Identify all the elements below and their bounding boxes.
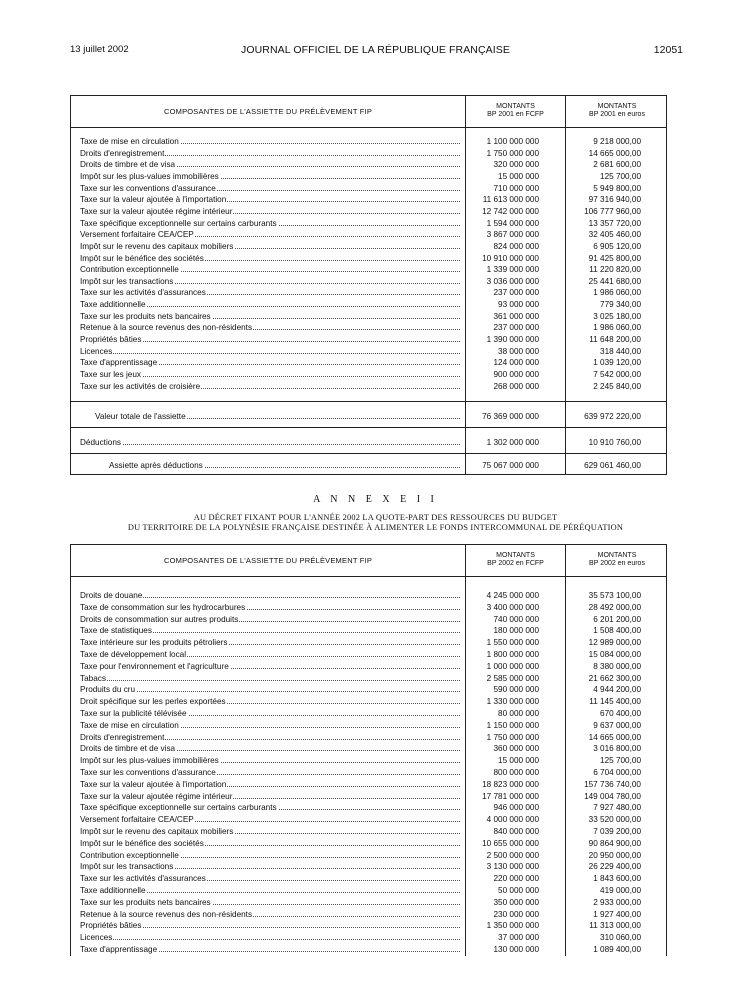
deductions-euros: 10 910 760,00	[588, 438, 641, 447]
row-amount-fcfp: 840 000 000	[493, 827, 539, 836]
table-row	[71, 206, 666, 218]
table-row	[71, 276, 666, 288]
row-amount-euros: 6 201 200,00	[593, 614, 641, 624]
row-label: Taxe sur la valeur ajoutée régime intérieur	[80, 791, 460, 802]
row-amount-euros: 25 441 680,00	[588, 276, 641, 286]
deductions-fcfp: 1 302 000 000	[486, 438, 539, 447]
row-label: Taxe de mise en circulation	[80, 136, 460, 147]
row-label: Impôt sur les transactions	[80, 276, 460, 287]
row-label: Taxe de consommation sur les hydrocarbures	[80, 602, 460, 613]
column-header-fcfp	[466, 552, 565, 568]
row-label: Taxe spécifique exceptionnelle sur certains carburants	[80, 218, 460, 229]
row-amount-euros: 106 777 960,00	[584, 206, 641, 216]
table-row	[71, 357, 666, 369]
annex-subtitle-line2: DU TERRITOIRE DE LA POLYNÉSIE FRANÇAISE DESTINÉE À ALIMENTER LE FONDS INTERCOMMUNAL DE PÉRÉQUATION	[127, 523, 624, 532]
row-amount-euros: 11 648 200,00	[589, 335, 641, 345]
table-row	[71, 779, 666, 791]
row-separator	[71, 401, 666, 402]
table-row	[71, 673, 666, 685]
row-label: Propriétés bâties	[80, 334, 460, 345]
total-row	[71, 411, 666, 423]
table-row	[71, 299, 666, 311]
row-separator	[71, 427, 666, 428]
row-label: Propriétés bâties	[80, 920, 460, 931]
row-label: Droits d'enregistrement	[80, 732, 460, 743]
row-label: Droit spécifique sur les perles exportées	[80, 696, 460, 707]
row-amount-fcfp: 4 000 000 000	[486, 815, 539, 825]
row-amount-fcfp: 10 655 000 000	[482, 838, 539, 848]
row-label: Versement forfaitaire CEA/CEP	[80, 229, 460, 240]
row-amount-euros: 1 089 400,00	[593, 945, 641, 954]
table-row	[71, 241, 666, 253]
row-label: Taxe de mise en circulation	[80, 720, 460, 731]
table-row	[71, 136, 666, 148]
row-amount-fcfp: 3 036 000 000	[486, 276, 539, 286]
row-label: Taxe sur les activités d'assurances	[80, 287, 460, 298]
table-header	[71, 545, 666, 577]
table-row	[71, 287, 666, 299]
table-row	[71, 183, 666, 195]
table-row	[71, 755, 666, 767]
row-label: Droits de timbre et de visa	[80, 159, 460, 170]
row-amount-fcfp: 824 000 000	[493, 241, 539, 251]
row-label: Taxe de développement local	[80, 649, 460, 660]
table-header	[71, 96, 666, 128]
row-amount-fcfp: 15 000 000	[498, 171, 539, 181]
row-amount-euros: 1 508 400,00	[593, 626, 641, 636]
page-header	[0, 44, 751, 58]
table-row	[71, 229, 666, 241]
row-amount-euros: 6 905 120,00	[593, 241, 641, 251]
row-amount-fcfp: 93 000 000	[498, 300, 539, 310]
row-amount-fcfp: 1 350 000 000	[486, 921, 539, 931]
annex-subtitle-line1: AU DÉCRET FIXANT POUR L'ANNÉE 2002 LA QUOTE-PART DES RESSOURCES DU BUDGET	[193, 513, 558, 522]
table-row	[71, 909, 666, 921]
column-header-euros-line1: MONTANTS	[597, 552, 637, 559]
table-row	[71, 590, 666, 602]
row-label: Taxe d'apprentissage	[80, 357, 460, 368]
row-label: Taxe additionnelle	[80, 299, 460, 310]
table-row	[71, 732, 666, 744]
row-label: Impôt sur le revenu des capitaux mobiliers	[80, 241, 460, 252]
publication-date: 13 juillet 2002	[70, 44, 129, 55]
row-amount-fcfp: 350 000 000	[493, 897, 539, 907]
row-amount-fcfp: 1 100 000 000	[486, 137, 539, 146]
table-row	[71, 850, 666, 862]
row-amount-fcfp: 3 130 000 000	[486, 862, 539, 872]
row-label: Licences	[80, 346, 460, 357]
row-amount-euros: 419 000,00	[600, 886, 641, 895]
row-label: Impôt sur les plus-values immobilières	[80, 171, 460, 182]
table-row	[71, 159, 666, 171]
row-amount-euros: 7 542 000,00	[593, 370, 641, 379]
table-row	[71, 873, 666, 885]
row-label: Taxe sur les activités d'assurances	[80, 873, 460, 884]
deductions-row	[71, 437, 666, 449]
row-label: Impôt sur les plus-values immobilières	[80, 755, 460, 766]
table-row	[71, 614, 666, 626]
column-header-label: COMPOSANTES DE L'ASSIETTE DU PRÉLÈVEMENT FIP	[163, 556, 373, 565]
row-amount-euros: 11 145 400,00	[589, 697, 641, 707]
row-amount-fcfp: 220 000 000	[493, 874, 539, 884]
row-amount-euros: 91 425 800,00	[588, 253, 641, 263]
table-row	[71, 369, 666, 381]
table-row	[71, 708, 666, 720]
row-amount-fcfp: 4 245 000 000	[486, 591, 539, 600]
row-label: Retenue à la source revenus des non-résidents	[80, 322, 460, 333]
net-euros: 629 061 460,00	[584, 461, 641, 470]
row-amount-fcfp: 2 585 000 000	[486, 673, 539, 683]
row-amount-euros: 26 229 400,00	[588, 862, 641, 872]
row-amount-euros: 13 357 720,00	[588, 218, 641, 228]
row-amount-euros: 11 220 820,00	[589, 265, 641, 275]
table-row	[71, 649, 666, 661]
table-row	[71, 637, 666, 649]
row-label: Tabacs	[80, 673, 460, 684]
row-label: Taxe pour l'environnement et l'agriculture	[80, 661, 460, 672]
row-amount-fcfp: 18 823 000 000	[482, 779, 539, 789]
column-header-euros-line2: BP 2002 en euros	[589, 560, 645, 567]
row-amount-fcfp: 80 000 000	[498, 709, 539, 718]
table-row	[71, 602, 666, 614]
row-amount-euros: 90 864 900,00	[588, 838, 641, 848]
row-amount-fcfp: 230 000 000	[493, 909, 539, 919]
row-amount-fcfp: 1 150 000 000	[486, 720, 539, 730]
row-amount-fcfp: 360 000 000	[493, 744, 539, 754]
row-amount-fcfp: 1 800 000 000	[486, 650, 539, 659]
row-amount-fcfp: 3 867 000 000	[486, 230, 539, 240]
row-amount-euros: 125 700,00	[600, 171, 641, 181]
row-label: Taxe sur les conventions d'assurance	[80, 183, 460, 194]
row-amount-euros: 1 843 600,00	[593, 874, 641, 884]
column-header-euros	[566, 552, 668, 568]
row-amount-fcfp: 268 000 000	[493, 381, 539, 391]
row-amount-euros: 149 004 780,00	[584, 791, 641, 801]
table-row	[71, 334, 666, 346]
row-label: Taxe sur les jeux	[80, 369, 460, 380]
column-header-fcfp-line2: BP 2002 en FCFP	[487, 560, 544, 567]
row-amount-euros: 1 039 120,00	[593, 358, 641, 368]
row-amount-euros: 2 681 600,00	[593, 160, 641, 170]
table-row	[71, 897, 666, 909]
row-amount-fcfp: 124 000 000	[493, 358, 539, 368]
row-amount-fcfp: 1 750 000 000	[486, 148, 539, 158]
row-label: Taxe sur les produits nets bancaires	[80, 897, 460, 908]
row-amount-euros: 15 084 000,00	[588, 650, 641, 659]
row-label: Taxe sur les produits nets bancaires	[80, 311, 460, 322]
row-label: Taxe sur les activités de croisière	[80, 381, 460, 392]
row-amount-euros: 33 520 000,00	[588, 815, 641, 825]
total-euros: 639 972 220,00	[584, 412, 641, 421]
column-header-fcfp	[466, 103, 565, 119]
row-amount-fcfp: 37 000 000	[498, 933, 539, 943]
row-amount-fcfp: 11 613 000 000	[482, 195, 539, 205]
row-amount-euros: 97 316 940,00	[588, 195, 641, 205]
journal-title: JOURNAL OFFICIEL DE LA RÉPUBLIQUE FRANÇAISE	[241, 44, 510, 56]
row-amount-euros: 3 025 180,00	[593, 311, 641, 321]
row-amount-euros: 4 944 200,00	[593, 685, 641, 695]
annex-title: A N N E X E I I	[313, 494, 438, 505]
table-row	[71, 767, 666, 779]
table-row	[71, 194, 666, 206]
row-label: Licences	[80, 932, 460, 943]
row-amount-euros: 1 927 400,00	[593, 909, 641, 919]
row-amount-euros: 670 400,00	[600, 709, 641, 718]
row-amount-euros: 3 016 800,00	[593, 744, 641, 754]
table-row	[71, 791, 666, 803]
table-row	[71, 264, 666, 276]
table-row	[71, 661, 666, 673]
row-amount-euros: 21 662 300,00	[588, 673, 641, 683]
row-label: Impôt sur les transactions	[80, 861, 460, 872]
row-amount-euros: 9 637 000,00	[593, 720, 641, 730]
column-header-euros-line2: BP 2001 en euros	[589, 111, 645, 118]
table-row	[71, 814, 666, 826]
row-amount-fcfp: 1 594 000 000	[486, 218, 539, 228]
table-row	[71, 253, 666, 265]
row-label: Impôt sur le bénéfice des sociétés	[80, 838, 460, 849]
table-row	[71, 322, 666, 334]
row-amount-fcfp: 740 000 000	[493, 614, 539, 624]
row-label: Retenue à la source revenus des non-résidents	[80, 909, 460, 920]
table-row	[71, 944, 666, 956]
row-label: Impôt sur le bénéfice des sociétés	[80, 253, 460, 264]
net-fcfp: 75 067 000 000	[482, 461, 539, 470]
row-label: Droits d'enregistrement	[80, 148, 460, 159]
row-label: Produits du cru	[80, 684, 460, 695]
table-row	[71, 218, 666, 230]
column-header-label: COMPOSANTES DE L'ASSIETTE DU PRÉLÈVEMENT FIP	[163, 107, 373, 116]
row-label: Impôt sur le revenu des capitaux mobiliers	[80, 826, 460, 837]
table-row	[71, 311, 666, 323]
table-row	[71, 171, 666, 183]
table-row	[71, 885, 666, 897]
row-amount-fcfp: 3 400 000 000	[486, 602, 539, 612]
row-amount-euros: 5 949 800,00	[593, 183, 641, 193]
row-amount-fcfp: 1 550 000 000	[486, 638, 539, 648]
column-header-euros-line1: MONTANTS	[597, 103, 637, 110]
row-label: Taxe sur les conventions d'assurance	[80, 767, 460, 778]
row-amount-fcfp: 800 000 000	[493, 768, 539, 777]
column-header-euros	[566, 103, 668, 119]
row-amount-euros: 157 736 740,00	[584, 779, 641, 789]
row-amount-fcfp: 38 000 000	[498, 346, 539, 356]
row-label: Contribution exceptionnelle	[80, 264, 460, 275]
row-amount-euros: 125 700,00	[600, 756, 641, 766]
table-row	[71, 684, 666, 696]
row-amount-euros: 14 665 000,00	[588, 148, 641, 158]
table-row	[71, 696, 666, 708]
row-amount-fcfp: 946 000 000	[493, 803, 539, 813]
row-amount-euros: 7 927 480,00	[593, 803, 641, 813]
table-row	[71, 148, 666, 160]
row-amount-euros: 2 245 840,00	[593, 381, 641, 391]
table-row	[71, 625, 666, 637]
row-amount-euros: 6 704 000,00	[593, 768, 641, 777]
row-amount-euros: 779 340,00	[600, 300, 641, 310]
row-label: Taxe intérieure sur les produits pétroliers	[80, 637, 460, 648]
row-amount-euros: 318 440,00	[600, 346, 641, 356]
deductions-label: Déductions	[80, 437, 460, 448]
row-amount-fcfp: 17 781 000 000	[482, 791, 539, 801]
row-amount-fcfp: 130 000 000	[493, 945, 539, 954]
row-amount-fcfp: 10 910 000 000	[482, 253, 539, 263]
row-amount-fcfp: 1 339 000 000	[486, 265, 539, 275]
row-amount-euros: 310 060,00	[600, 933, 641, 943]
row-amount-euros: 20 950 000,00	[588, 850, 641, 860]
row-amount-fcfp: 180 000 000	[493, 626, 539, 636]
table-row	[71, 861, 666, 873]
row-label: Taxe sur la valeur ajoutée régime intérieur	[80, 206, 460, 217]
row-amount-euros: 32 405 460,00	[588, 230, 641, 240]
row-amount-fcfp: 1 000 000 000	[486, 661, 539, 671]
column-header-fcfp-line1: MONTANTS	[496, 552, 535, 559]
row-amount-fcfp: 1 750 000 000	[486, 732, 539, 742]
row-separator	[71, 453, 666, 454]
row-amount-euros: 12 989 000,00	[588, 638, 641, 648]
row-amount-fcfp: 320 000 000	[493, 160, 539, 170]
column-header-fcfp-line1: MONTANTS	[496, 103, 535, 110]
row-amount-fcfp: 12 742 000 000	[482, 206, 539, 216]
row-amount-euros: 28 492 000,00	[588, 602, 641, 612]
table-row	[71, 346, 666, 358]
row-label: Droits de timbre et de visa	[80, 743, 460, 754]
table-row	[71, 920, 666, 932]
column-header-fcfp-line2: BP 2001 en FCFP	[487, 111, 544, 118]
row-amount-euros: 1 986 060,00	[593, 288, 641, 298]
row-amount-fcfp: 237 000 000	[493, 323, 539, 333]
page-number: 12051	[653, 44, 683, 56]
row-amount-fcfp: 2 500 000 000	[486, 850, 539, 860]
row-amount-fcfp: 1 330 000 000	[486, 697, 539, 707]
table-row	[71, 743, 666, 755]
row-amount-euros: 11 313 000,00	[589, 921, 641, 931]
table-2002	[70, 544, 667, 956]
row-amount-euros: 9 218 000,00	[593, 137, 641, 146]
row-label: Taxe sur la valeur ajoutée à l'importation	[80, 779, 460, 790]
row-amount-fcfp: 590 000 000	[493, 685, 539, 695]
row-amount-euros: 8 380 000,00	[593, 661, 641, 671]
row-amount-euros: 7 039 200,00	[593, 827, 641, 836]
table-row	[71, 932, 666, 944]
row-label: Droits de douane	[80, 590, 460, 601]
row-label: Taxe additionnelle	[80, 885, 460, 896]
row-label: Versement forfaitaire CEA/CEP	[80, 814, 460, 825]
row-amount-fcfp: 50 000 000	[498, 886, 539, 895]
row-label: Contribution exceptionnelle	[80, 850, 460, 861]
row-amount-fcfp: 237 000 000	[493, 288, 539, 298]
row-amount-fcfp: 361 000 000	[493, 311, 539, 321]
row-amount-euros: 14 665 000,00	[588, 732, 641, 742]
row-amount-fcfp: 710 000 000	[493, 183, 539, 193]
net-row	[71, 460, 666, 472]
table-row	[71, 826, 666, 838]
table-row	[71, 381, 666, 393]
table-2001	[70, 95, 667, 475]
row-amount-euros: 1 986 060,00	[593, 323, 641, 333]
row-label: Taxe d'apprentissage	[80, 944, 460, 955]
row-amount-fcfp: 15 000 000	[498, 756, 539, 766]
row-label: Taxe de statistiques	[80, 625, 460, 636]
row-label: Taxe spécifique exceptionnelle sur certains carburants	[80, 802, 460, 813]
table-row	[71, 720, 666, 732]
row-label: Droits de consommation sur autres produits	[80, 614, 460, 625]
total-label: Valeur totale de l'assiette	[95, 411, 460, 422]
table-row	[71, 838, 666, 850]
row-amount-euros: 35 573 100,00	[588, 591, 641, 600]
table-row	[71, 802, 666, 814]
total-fcfp: 76 369 000 000	[482, 412, 539, 421]
row-label: Taxe sur la valeur ajoutée à l'importation	[80, 194, 460, 205]
row-amount-euros: 2 933 000,00	[593, 897, 641, 907]
row-amount-fcfp: 900 000 000	[493, 370, 539, 379]
row-amount-fcfp: 1 390 000 000	[486, 335, 539, 345]
net-label: Assiette après déductions	[109, 460, 460, 471]
row-label: Taxe sur la publicité télévisée	[80, 708, 460, 719]
